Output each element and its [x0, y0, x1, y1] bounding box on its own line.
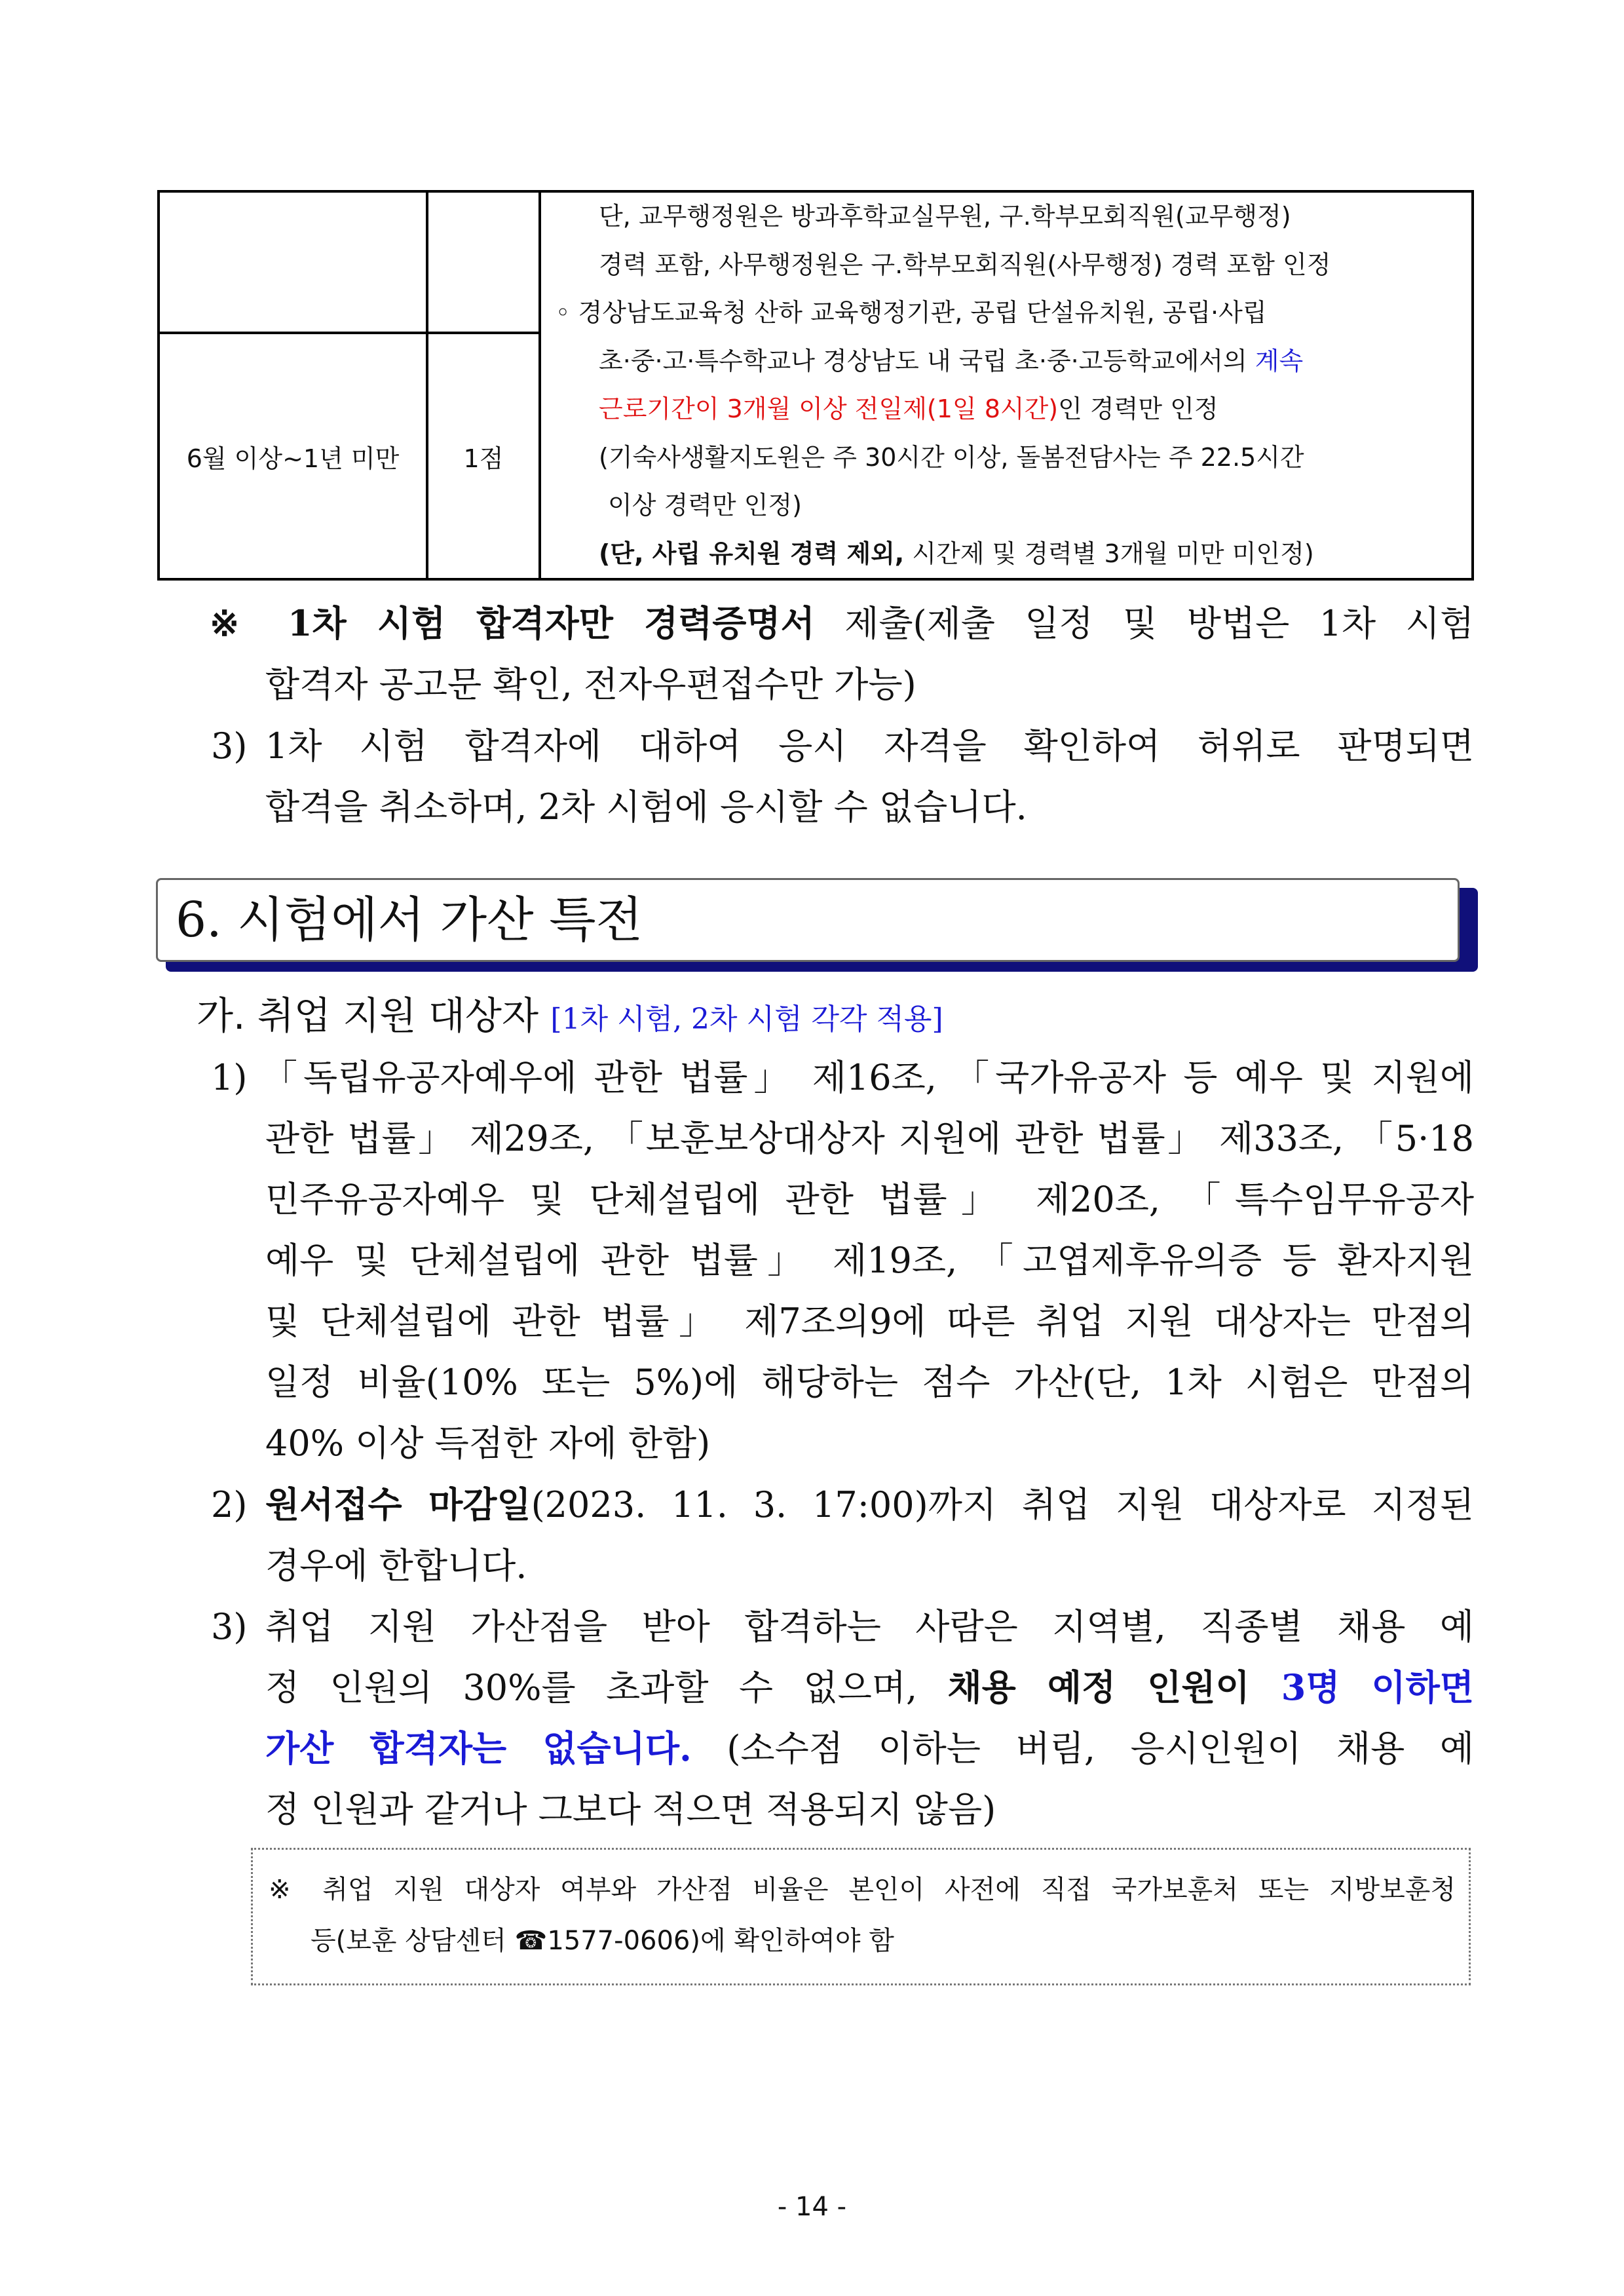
table-desc-line: 단, 교무행정원은 방과후학교실무원, 구.학부모회직원(교무행정) [599, 202, 1291, 231]
note-line: 등(보훈 상담센터 ☎1577-0606)에 확인하여야 함 [311, 1926, 894, 1956]
item-line: 일정 비율(10% 또는 5%)에 해당하는 점수 가산(단, 1차 시험은 만점의 [265, 1362, 1474, 1403]
subsection-title: 가. 취업 지원 대상자 [1차 시험, 2차 시험 각각 적용] [197, 993, 943, 1038]
table-desc-line: (단, 사립 유치원 경력 제외, 시간제 및 경력별 3개월 미만 미인정) [599, 539, 1314, 568]
table-cell-description [540, 191, 1473, 579]
item-line: 40% 이상 득점한 자에 한함) [265, 1423, 711, 1464]
item-number: 1) [211, 1057, 248, 1098]
career-score-table [157, 190, 1474, 581]
item-2 [157, 1474, 1474, 1596]
table-cell-score: 1점 [427, 333, 540, 579]
item-line: 원서접수 마감일(2023. 11. 3. 17:00)까지 취업 지원 대상자로 지정된 [265, 1483, 1474, 1525]
item-line: 관한 법률」 제29조, 「보훈보상대상자 지원에 관한 법률」 제33조, 「5·18 [265, 1118, 1474, 1159]
item-line: 경우에 한합니다. [265, 1545, 527, 1586]
item-3 [157, 1596, 1474, 1840]
item-line: 정 인원과 같거나 그보다 적으면 적용되지 않음) [265, 1789, 996, 1830]
item-number: 3) [211, 725, 248, 767]
table-desc-line: 초·중·고·특수학교나 경상남도 내 국립 초·중·고등학교에서의 계속 [599, 346, 1304, 375]
item-line: 정 인원의 30%를 초과할 수 없으며, 채용 예정 인원이 3명 이하면 [265, 1666, 1475, 1708]
section-title: 6. 시험에서 가산 특전 [176, 892, 643, 948]
verification-note [157, 716, 1474, 837]
page-number: - 14 - [777, 2192, 847, 2222]
table-desc-line: 경력 포함, 사무행정원은 구.학부모회직원(사무행정) 경력 포함 인정 [599, 250, 1331, 279]
table-desc-line: ◦ 경상남도교육청 산하 교육행정기관, 공립 단설유치원, 공립·사립 [556, 298, 1267, 327]
certificate-note [157, 593, 1474, 715]
table-desc-line: 이상 경력만 인정) [608, 491, 802, 520]
item-line: 가산 합격자는 없습니다. (소수점 이하는 버림, 응시인원이 채용 예 [265, 1727, 1474, 1769]
table-desc-line: (기숙사생활지도원은 주 30시간 이상, 돌봄전담사는 주 22.5시간 [599, 442, 1304, 472]
item-line: 「독립유공자예우에 관한 법률」 제16조, 「국가유공자 등 예우 및 지원에 [262, 1057, 1474, 1098]
note-line: 1차 시험 합격자에 대하여 응시 자격을 확인하여 허위로 판명되면 [265, 725, 1474, 767]
table-desc-line: 근로기간이 3개월 이상 전일제(1일 8시간)인 경력만 인정 [599, 394, 1218, 423]
veterans-note-box [251, 1848, 1471, 1985]
item-number: 3) [211, 1606, 248, 1647]
item-line: 및 단체설립에 관한 법률」 제7조의9에 따른 취업 지원 대상자는 만점의 [265, 1301, 1474, 1342]
item-1 [157, 1047, 1474, 1474]
table-cell-period-empty [159, 191, 427, 333]
table-cell-score-empty [427, 191, 540, 333]
note-line: 합격을 취소하며, 2차 시험에 응시할 수 없습니다. [265, 786, 1027, 828]
item-number: 2) [211, 1484, 248, 1525]
subsection-note: [1차 시험, 2차 시험 각각 적용] [550, 1003, 943, 1036]
item-line: 민주유공자예우 및 단체설립에 관한 법률」 제20조, 「특수임무유공자 [265, 1179, 1474, 1220]
table-cell-period: 6월 이상~1년 미만 [159, 333, 427, 579]
note-line: 합격자 공고문 확인, 전자우편접수만 가능) [265, 664, 916, 705]
note-line: ※ 취업 지원 대상자 여부와 가산점 비율은 본인이 사전에 직접 국가보훈처 또는 지방보훈청 [269, 1875, 1456, 1905]
note-line: ※ 1차 시험 합격자만 경력증명서 제출(제출 일정 및 방법은 1차 시험 [210, 602, 1474, 644]
item-line: 예우 및 단체설립에 관한 법률」 제19조, 「고엽제후유의증 등 환자지원 [265, 1240, 1474, 1281]
item-line: 취업 지원 가산점을 받아 합격하는 사람은 지역별, 직종별 채용 예 [265, 1606, 1474, 1647]
